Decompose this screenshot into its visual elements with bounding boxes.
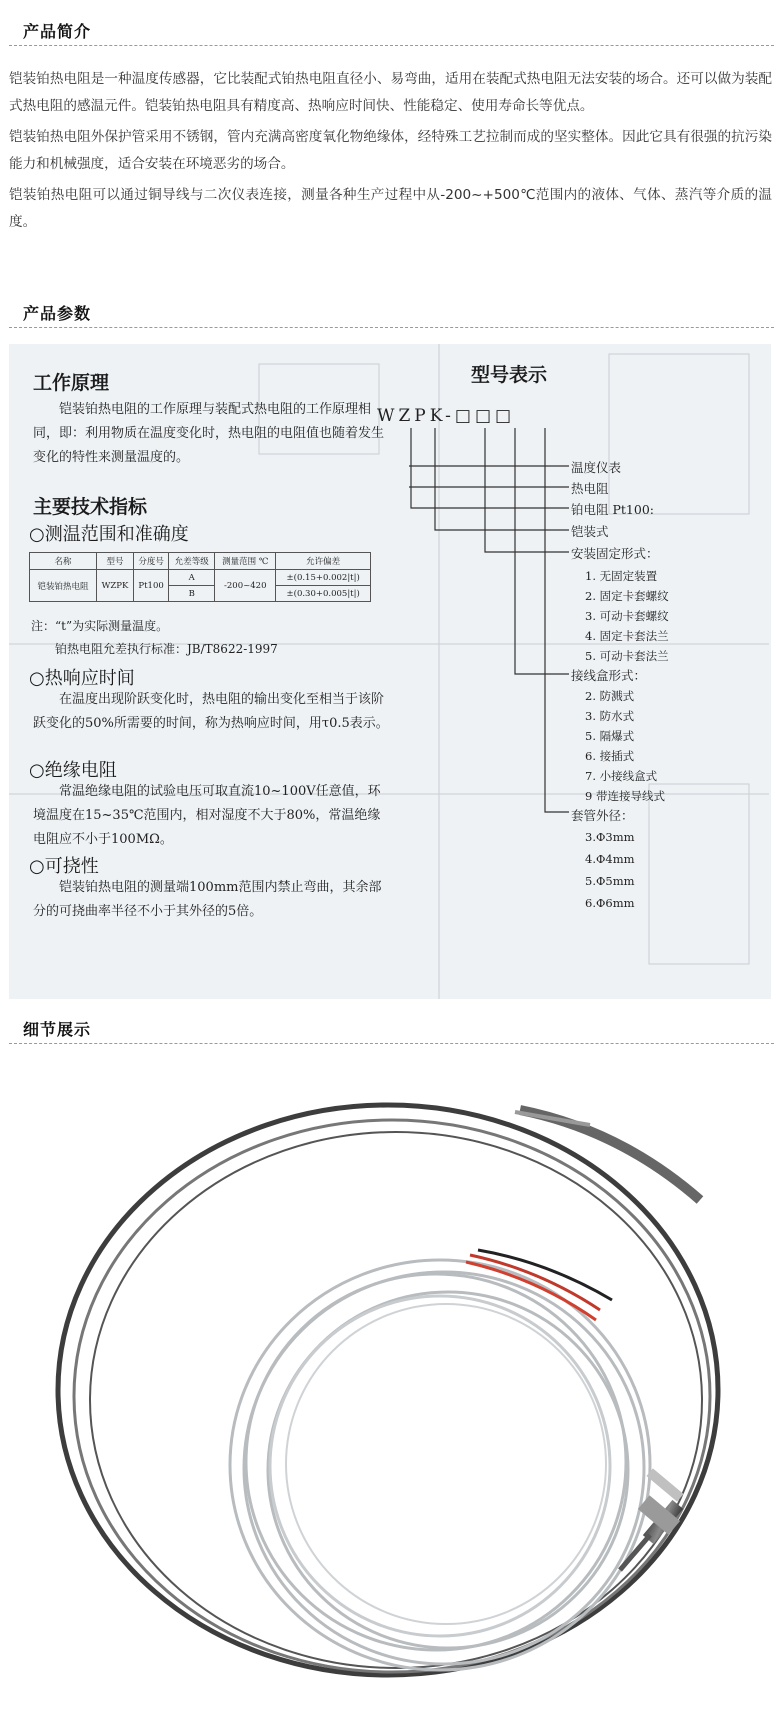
response-time-title: ○热响应时间 [29,668,135,689]
table-header-cell: 允差等级 [169,553,215,570]
section-title-params: 产品参数 [23,304,92,323]
insulation-title: ○绝缘电阻 [29,760,117,781]
table-row [30,553,371,570]
steel-sheath-coil [58,1105,718,1675]
accuracy-table [29,552,371,602]
section-header-intro [9,16,774,46]
table-header-cell: 允许偏差 [276,553,371,570]
insulation-text: 常温绝缘电阻的试验电压可取直流10~100V任意值，环境温度在15~35℃范围内，相对湿度不大于80%，常温绝缘电阻应不小于100MΩ。 [33,784,381,847]
model-notation-title: 型号表示 [471,364,548,386]
table-cell: WZPK [97,570,134,602]
junction-box-option: 3. 防水式 [585,709,635,723]
table-cell: B [169,586,215,602]
work-principle-text: 铠装铂热电阻的工作原理与装配式热电阻的工作原理相同，即：利用物质在温度变化时，热电阻的电阻值也随着发生变化的特性来测量温度的。 [33,402,385,465]
tech-specs-title: 主要技术指标 [33,496,148,518]
model-label-armored: 铠装式 [571,524,609,539]
table-row [30,570,371,586]
range-accuracy-title: ○测温范围和准确度 [29,524,189,545]
spec-scan-image [9,344,771,999]
table-header-cell: 分度号 [133,553,168,570]
junction-box-option: 9 带连接导线式 [585,789,665,803]
sheath-diameter-title: 套管外径： [571,808,634,823]
install-option: 4. 固定卡套法兰 [585,629,669,643]
table-cell: -200~420 [215,570,276,602]
diameter-option: 4.Φ4mm [585,852,635,866]
table-cell: 铠装铂热电阻 [30,570,97,602]
model-label-install: 安装固定形式： [571,546,659,561]
table-cell: ±(0.15+0.002|t|) [276,570,371,586]
table-note: 注：“t”为实际测量温度。 [31,619,169,633]
tolerance-standard: 铂热电阻允差执行标准：JB/T8622-1997 [55,642,278,656]
model-code: WZPK-□□□ [377,406,516,426]
install-option: 2. 固定卡套螺纹 [585,589,669,603]
response-time-text: 在温度出现阶跃变化时，热电阻的输出变化至相当于该阶跃变化的50%所需要的时间，称为热响应时间，用τ0.5表示。 [33,692,389,731]
table-cell: A [169,570,215,586]
install-option: 3. 可动卡套螺纹 [585,609,669,623]
table-cell: Pt100 [133,570,168,602]
flexibility-title: ○可挠性 [29,856,99,877]
junction-box-option: 6. 接插式 [585,749,635,763]
junction-box-option: 2. 防溅式 [585,689,635,703]
intro-text [9,66,772,240]
table-header-cell: 名称 [30,553,97,570]
flexibility-text: 铠装铂热电阻的测量端100mm范围内禁止弯曲，其余部分的可挠曲率半径不小于其外径的5倍。 [33,880,382,919]
junction-box-title: 接线盒形式： [571,668,647,683]
diameter-option: 5.Φ5mm [585,874,635,888]
diameter-option: 3.Φ3mm [585,830,635,844]
model-label-pt100: 铂电阻 Pt100: [571,502,654,517]
section-header-params [9,298,774,328]
intro-paragraph-3: 铠装铂热电阻可以通过铜导线与二次仪表连接，测量各种生产过程中从-200~+500℃范围内的液体、气体、蒸汽等介质的温度。 [9,187,772,230]
junction-box-option: 5. 隔爆式 [585,729,635,743]
section-header-detail [9,1014,774,1044]
model-label-rtd: 热电阻 [571,481,609,496]
model-label-instrument: 温度仪表 [571,460,622,475]
diameter-option: 6.Φ6mm [585,896,635,910]
work-principle-title: 工作原理 [33,372,110,394]
install-option: 1. 无固定装置 [585,569,658,583]
product-photo [0,1050,776,1727]
intro-paragraph-1: 铠装铂热电阻是一种温度传感器，它比装配式铂热电阻直径小、易弯曲，适用在装配式热电阻无法安装的场合。还可以做为装配式热电阻的感温元件。铠装铂热电阻具有精度高、热响应时间快、性能稳定、使用寿命长等优点。 [9,71,772,114]
intro-paragraph-2: 铠装铂热电阻外保护管采用不锈钢，管内充满高密度氧化物绝缘体，经特殊工艺拉制而成的坚实整体。因此它具有很强的抗污染能力和机械强度，适合安装在环境恶劣的场合。 [9,129,772,172]
install-option: 5. 可动卡套法兰 [585,649,669,663]
table-header-cell: 测量范围 ℃ [215,553,276,570]
section-title-intro: 产品简介 [23,22,92,41]
section-title-detail: 细节展示 [23,1020,92,1039]
junction-box-option: 7. 小接线盒式 [585,769,658,783]
table-cell: ±(0.30+0.005|t|) [276,586,371,602]
table-header-cell: 型号 [97,553,134,570]
